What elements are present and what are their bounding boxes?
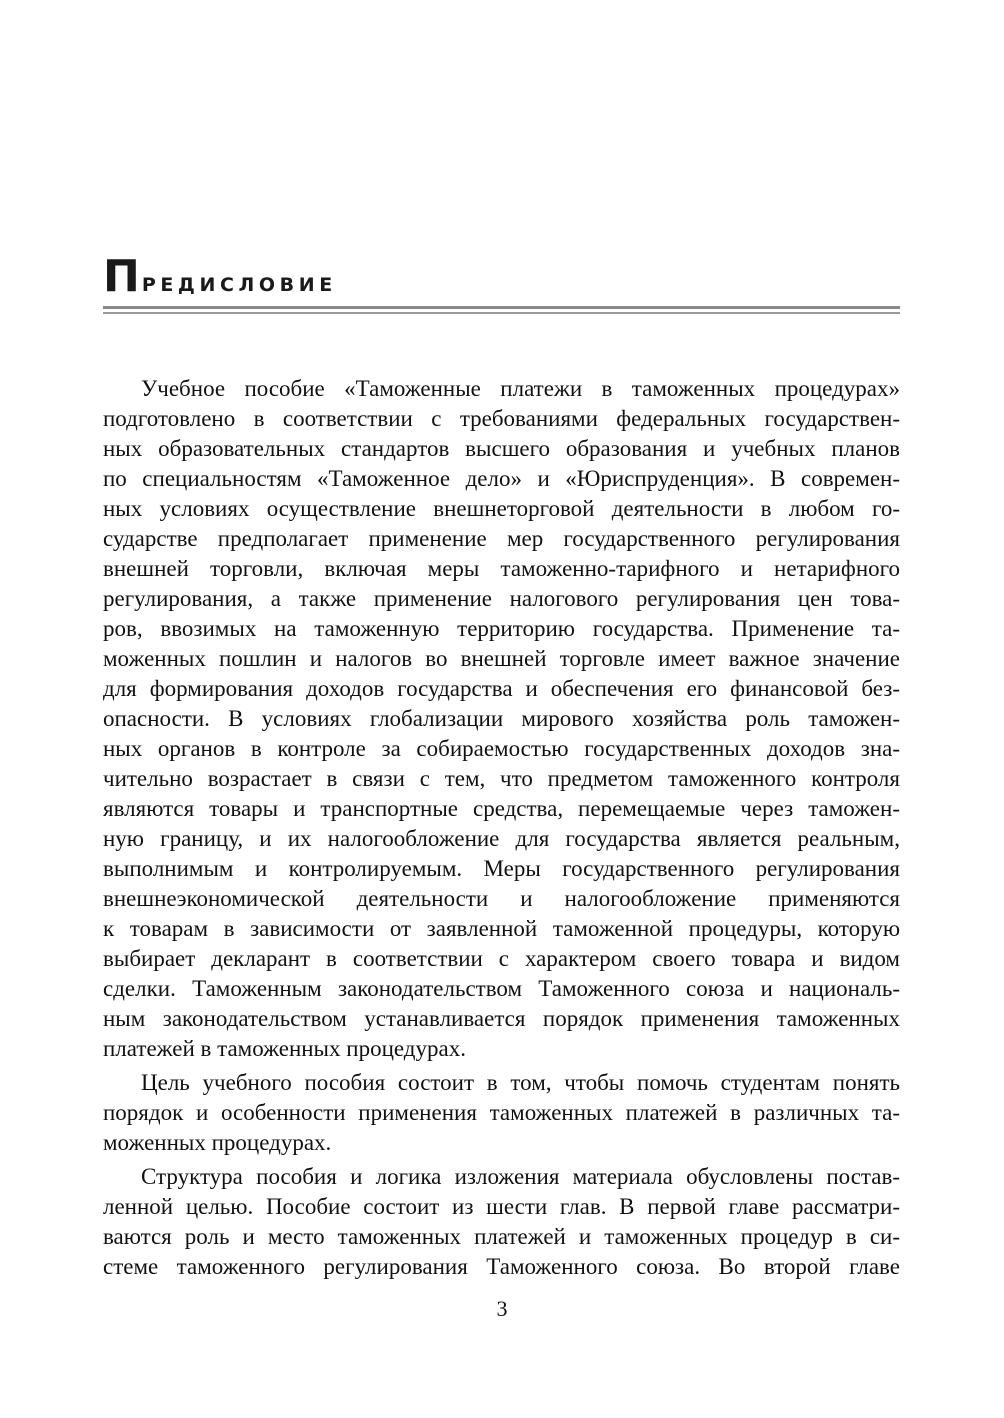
chapter-heading <box>103 252 900 312</box>
text-line: ных органов в контроле за собираемостью государственных доходов зна- <box>103 736 900 761</box>
text-line: Учебное пособие «Таможенные платежи в таможенных процедурах» <box>141 376 900 401</box>
text-line: внешнеэкономической деятельности и налогообложение применяются <box>103 886 900 911</box>
text-line: выполнимым и контролируемым. Меры государственного регулирования <box>103 856 900 881</box>
paragraph <box>103 1162 900 1282</box>
text-line: ленной целью. Пособие состоит из шести глав. В первой главе рассматри- <box>103 1194 900 1219</box>
text-line: платежей в таможенных процедурах. <box>103 1036 466 1061</box>
text-line: Цель учебного пособия состоит в том, чтобы помочь студентам понять <box>141 1070 900 1095</box>
text-line: для формирования доходов государства и обеспечения его финансовой без- <box>103 676 900 701</box>
text-line: чительно возрастает в связи с тем, что предметом таможенного контроля <box>103 766 900 791</box>
paragraph <box>103 374 900 1064</box>
text-line: стеме таможенного регулирования Таможенного союза. Во второй главе <box>103 1254 900 1279</box>
text-line: регулирования, а также применение налогового регулирования цен това- <box>103 586 900 611</box>
text-line: моженных процедурах. <box>103 1130 332 1155</box>
text-line: Структура пособия и логика изложения материала обусловлены постав- <box>141 1164 900 1189</box>
text-line: сделки. Таможенным законодательством Таможенного союза и националь- <box>103 976 900 1001</box>
text-line: внешней торговли, включая меры таможенно-тарифного и нетарифного <box>103 556 900 581</box>
text-line: ров, ввозимых на таможенную территорию государства. Применение та- <box>103 616 900 641</box>
text-line: моженных пошлин и налогов во внешней торговле имеет важное значение <box>103 646 900 671</box>
text-line: порядок и особенности применения таможенных платежей в различных та- <box>103 1100 900 1125</box>
page-number: 3 <box>496 1296 508 1321</box>
body-text <box>103 374 900 1282</box>
heading-initial-letter: П <box>103 251 140 302</box>
text-line: ным законодательством устанавливается порядок применения таможенных <box>103 1006 900 1031</box>
text-line: подготовлено в соответствии с требованиями федеральных государствен- <box>103 406 900 431</box>
text-line: ных условиях осуществление внешнеторговой деятельности в любом го- <box>103 496 900 521</box>
text-line: ную границу, и их налогообложение для государства является реальным, <box>103 826 900 851</box>
text-line: к товарам в зависимости от заявленной таможенной процедуры, которую <box>103 916 900 941</box>
heading-rule-bottom <box>103 312 900 314</box>
text-line: ваются роль и место таможенных платежей и таможенных процедур в си- <box>103 1224 900 1249</box>
text-line: ных образовательных стандартов высшего образования и учебных планов <box>103 436 900 461</box>
text-line: сударстве предполагает применение мер государственного регулирования <box>103 526 900 551</box>
paragraph <box>103 1068 900 1158</box>
heading-rest: РЕДИСЛОВИЕ <box>141 274 337 296</box>
text-line: являются товары и транспортные средства, перемещаемые через таможен- <box>103 796 900 821</box>
text-line: по специальностям «Таможенное дело» и «Юриспруденция». В современ- <box>103 466 900 491</box>
text-line: выбирает декларант в соответствии с характером своего товара и видом <box>103 946 900 971</box>
heading-rule-top <box>103 306 900 309</box>
text-line: опасности. В условиях глобализации мирового хозяйства роль таможен- <box>103 706 900 731</box>
